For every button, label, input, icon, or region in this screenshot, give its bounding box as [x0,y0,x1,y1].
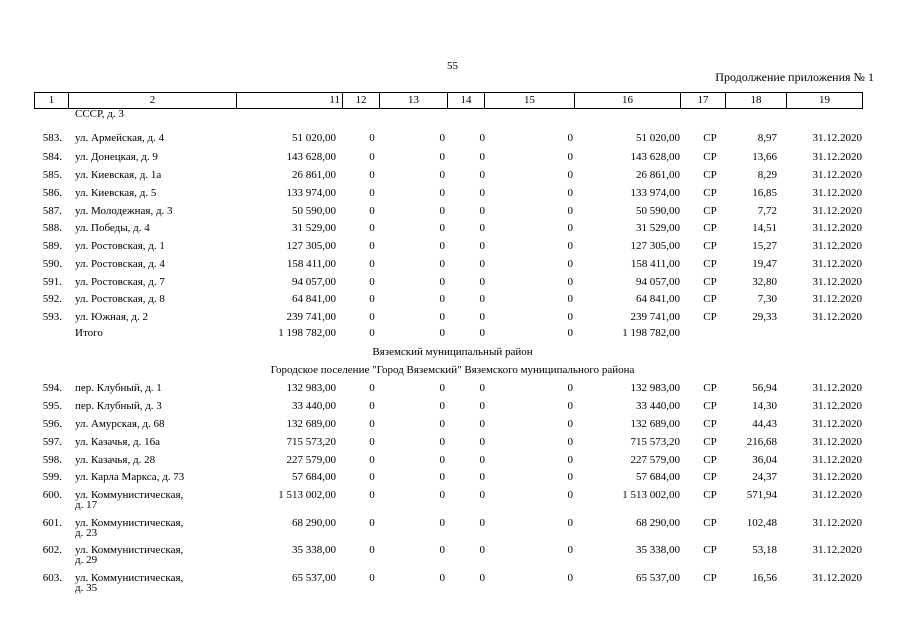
total-c14: 0 [479,327,485,339]
row-c15: 0 [567,258,573,270]
row-c19: 31.12.2020 [812,517,862,529]
row-c17: СР [703,517,717,529]
row-c16: 65 537,00 [636,572,680,584]
row-address: пер. Клубный, д. 3 [75,400,162,412]
row-c15: 0 [567,222,573,234]
row-num: 601. [42,517,62,529]
row-address: пер. Клубный, д. 1 [75,382,162,394]
row-c17: СР [703,311,717,323]
row-c13: 0 [439,187,445,199]
row-num: 597. [42,436,62,448]
row-c17: СР [703,169,717,181]
row-c15: 0 [567,517,573,529]
row-c18: 15,27 [752,240,777,252]
row-c18: 24,37 [752,471,777,483]
row-c17: СР [703,240,717,252]
row-c11: 94 057,00 [292,276,336,288]
row-num: 589. [42,240,62,252]
row-c14: 0 [479,311,485,323]
row-num: 603. [42,572,62,584]
row-address: ул. Коммунистическая, [75,489,184,501]
row-c18: 44,43 [752,418,777,430]
row-c13: 0 [439,544,445,556]
row-c17: СР [703,132,717,144]
row-c13: 0 [439,572,445,584]
row-c15: 0 [567,132,573,144]
row-address: ул. Победы, д. 4 [75,222,150,234]
row-c14: 0 [479,400,485,412]
row-num: 588. [42,222,62,234]
row-c15: 0 [567,240,573,252]
row-address: ул. Казачья, д. 28 [75,454,156,466]
row-c15: 0 [567,544,573,556]
row-c15: 0 [567,169,573,181]
row-c11: 64 841,00 [292,293,336,305]
row-address-line2: д. 29 [75,554,98,566]
row-c19: 31.12.2020 [812,276,862,288]
row-c18: 14,51 [752,222,777,234]
col-number-cell: 11 [237,93,343,109]
row-address: ул. Ростовская, д. 1 [75,240,165,252]
row-address: ул. Ростовская, д. 7 [75,276,165,288]
row-c11: 132 689,00 [286,418,336,430]
settlement-heading: Городское поселение "Город Вяземский" Вяземского муниципального района [270,364,635,376]
row-c19: 31.12.2020 [812,418,862,430]
row-c13: 0 [439,222,445,234]
row-c16: 35 338,00 [636,544,680,556]
row-c13: 0 [439,240,445,252]
row-c17: СР [703,151,717,163]
row-c16: 132 689,00 [630,418,680,430]
row-c11: 1 513 002,00 [278,489,336,501]
row-address: ул. Южная, д. 2 [75,311,148,323]
row-c13: 0 [439,418,445,430]
row-c15: 0 [567,311,573,323]
row-c19: 31.12.2020 [812,436,862,448]
row-c12: 0 [369,222,375,234]
row-address: ул. Карла Маркса, д. 73 [75,471,185,483]
row-c11: 68 290,00 [292,517,336,529]
row-c19: 31.12.2020 [812,471,862,483]
row-c14: 0 [479,489,485,501]
row-c15: 0 [567,276,573,288]
row-c14: 0 [479,418,485,430]
row-address: ул. Армейская, д. 4 [75,132,165,144]
row-c15: 0 [567,400,573,412]
col-number-cell: 13 [380,93,448,109]
row-c12: 0 [369,517,375,529]
row-c19: 31.12.2020 [812,258,862,270]
row-c18: 56,94 [752,382,777,394]
total-label: Итого [75,327,103,339]
row-num: 594. [42,382,62,394]
row-c13: 0 [439,382,445,394]
row-c14: 0 [479,240,485,252]
row-num: 599. [42,471,62,483]
row-num: 592. [42,293,62,305]
row-c12: 0 [369,240,375,252]
row-c12: 0 [369,400,375,412]
row-address: ул. Коммунистическая, [75,517,184,529]
row-address-line2: д. 23 [75,527,98,539]
row-c19: 31.12.2020 [812,454,862,466]
row-c17: СР [703,418,717,430]
col-number-cell: 1 [35,93,69,109]
row-address-line2: д. 17 [75,499,98,511]
row-num: 584. [42,151,62,163]
row-c19: 31.12.2020 [812,572,862,584]
row-c14: 0 [479,132,485,144]
row-address-line2: д. 35 [75,582,98,594]
row-num: 587. [42,205,62,217]
row-c14: 0 [479,205,485,217]
row-c17: СР [703,454,717,466]
row-c15: 0 [567,187,573,199]
row-num: 596. [42,418,62,430]
row-c15: 0 [567,471,573,483]
row-c15: 0 [567,382,573,394]
row-c13: 0 [439,276,445,288]
row-c13: 0 [439,436,445,448]
row-c12: 0 [369,572,375,584]
row-c17: СР [703,436,717,448]
row-c11: 133 974,00 [286,187,336,199]
row-c12: 0 [369,293,375,305]
row-c15: 0 [567,436,573,448]
row-c17: СР [703,293,717,305]
row-c15: 0 [567,454,573,466]
row-c11: 158 411,00 [286,258,336,270]
row-c17: СР [703,276,717,288]
row-c11: 57 684,00 [292,471,336,483]
col-number-cell: 16 [575,93,681,109]
row-c18: 16,85 [752,187,777,199]
row-c16: 133 974,00 [630,187,680,199]
row-c11: 227 579,00 [286,454,336,466]
row-c12: 0 [369,151,375,163]
row-c13: 0 [439,258,445,270]
column-number-header [34,92,863,109]
row-c12: 0 [369,454,375,466]
row-c11: 50 590,00 [292,205,336,217]
row-c19: 31.12.2020 [812,169,862,181]
row-c19: 31.12.2020 [812,132,862,144]
row-c16: 94 057,00 [636,276,680,288]
row-c12: 0 [369,311,375,323]
row-c16: 127 305,00 [630,240,680,252]
row-num: 586. [42,187,62,199]
row-c19: 31.12.2020 [812,187,862,199]
row-c16: 26 861,00 [636,169,680,181]
row-c15: 0 [567,151,573,163]
row-c14: 0 [479,276,485,288]
row-c12: 0 [369,471,375,483]
row-c14: 0 [479,517,485,529]
row-c17: СР [703,187,717,199]
row-c18: 53,18 [752,544,777,556]
row-c11: 35 338,00 [292,544,336,556]
row-num: 590. [42,258,62,270]
row-address: ул. Киевская, д. 5 [75,187,157,199]
row-num: 583. [42,132,62,144]
row-c13: 0 [439,471,445,483]
row-c16: 239 741,00 [630,311,680,323]
row-c13: 0 [439,454,445,466]
row-c13: 0 [439,400,445,412]
row-c18: 102,48 [746,517,777,529]
row-c19: 31.12.2020 [812,240,862,252]
row-c18: 29,33 [752,311,777,323]
total-c11: 1 198 782,00 [278,327,336,339]
row-c16: 51 020,00 [636,132,680,144]
row-c12: 0 [369,205,375,217]
row-num: 585. [42,169,62,181]
row-c19: 31.12.2020 [812,293,862,305]
page-number: 55 [447,60,458,72]
row-c12: 0 [369,436,375,448]
row-c18: 16,56 [752,572,777,584]
row-c19: 31.12.2020 [812,382,862,394]
row-c14: 0 [479,222,485,234]
row-c14: 0 [479,436,485,448]
col-number-cell: 14 [448,93,485,109]
col-number-cell: 17 [681,93,726,109]
row-c18: 19,47 [752,258,777,270]
row-c18: 32,80 [752,276,777,288]
row-c14: 0 [479,169,485,181]
row-c11: 33 440,00 [292,400,336,412]
row-c17: СР [703,544,717,556]
row-c12: 0 [369,276,375,288]
row-c18: 216,68 [746,436,777,448]
row-num: 591. [42,276,62,288]
row-c11: 143 628,00 [286,151,336,163]
row-c17: СР [703,489,717,501]
row-c19: 31.12.2020 [812,311,862,323]
col-number-cell: 18 [726,93,787,109]
row-c12: 0 [369,544,375,556]
row-address: ул. Амурская, д. 68 [75,418,165,430]
row-c14: 0 [479,454,485,466]
row-c16: 715 573,20 [630,436,680,448]
row-num: 602. [42,544,62,556]
row-c14: 0 [479,471,485,483]
row-num: 598. [42,454,62,466]
row-c11: 132 983,00 [286,382,336,394]
total-c15: 0 [567,327,573,339]
row-c12: 0 [369,132,375,144]
row-c18: 8,29 [757,169,777,181]
row-c16: 227 579,00 [630,454,680,466]
row-c12: 0 [369,169,375,181]
row-address: ул. Донецкая, д. 9 [75,151,158,163]
row-num: 593. [42,311,62,323]
row-c16: 31 529,00 [636,222,680,234]
row-c19: 31.12.2020 [812,400,862,412]
row-c17: СР [703,572,717,584]
row-c14: 0 [479,544,485,556]
top-fragment-text: СССР, д. 3 [75,108,124,120]
row-c15: 0 [567,489,573,501]
row-c18: 8,97 [757,132,777,144]
row-c19: 31.12.2020 [812,544,862,556]
col-number-cell: 12 [343,93,380,109]
col-number-cell: 19 [787,93,863,109]
row-num: 600. [42,489,62,501]
row-c19: 31.12.2020 [812,222,862,234]
total-c16: 1 198 782,00 [622,327,680,339]
row-c18: 7,30 [757,293,777,305]
row-c12: 0 [369,258,375,270]
row-c12: 0 [369,187,375,199]
row-c19: 31.12.2020 [812,489,862,501]
row-c19: 31.12.2020 [812,205,862,217]
row-c13: 0 [439,489,445,501]
total-c13: 0 [439,327,445,339]
total-c12: 0 [369,327,375,339]
row-c17: СР [703,222,717,234]
row-address: ул. Молодежная, д. 3 [75,205,173,217]
row-c18: 36,04 [752,454,777,466]
row-c11: 127 305,00 [286,240,336,252]
row-c11: 239 741,00 [286,311,336,323]
row-c16: 50 590,00 [636,205,680,217]
row-c12: 0 [369,382,375,394]
continuation-title: Продолжение приложения № 1 [715,70,874,84]
row-c17: СР [703,258,717,270]
row-c14: 0 [479,151,485,163]
row-c14: 0 [479,258,485,270]
row-c11: 51 020,00 [292,132,336,144]
row-c13: 0 [439,205,445,217]
row-c17: СР [703,382,717,394]
row-c16: 57 684,00 [636,471,680,483]
row-address: ул. Ростовская, д. 4 [75,258,165,270]
row-c16: 143 628,00 [630,151,680,163]
row-c16: 132 983,00 [630,382,680,394]
row-address: ул. Коммунистическая, [75,572,184,584]
row-c15: 0 [567,205,573,217]
row-address: ул. Киевская, д. 1а [75,169,162,181]
col-number-cell: 2 [69,93,237,109]
row-c14: 0 [479,293,485,305]
row-c13: 0 [439,132,445,144]
row-c11: 715 573,20 [286,436,336,448]
row-c13: 0 [439,293,445,305]
row-c16: 158 411,00 [630,258,680,270]
row-c14: 0 [479,572,485,584]
row-c13: 0 [439,517,445,529]
row-c16: 1 513 002,00 [622,489,680,501]
row-c15: 0 [567,572,573,584]
row-c17: СР [703,205,717,217]
row-address: ул. Коммунистическая, [75,544,184,556]
row-address: ул. Ростовская, д. 8 [75,293,165,305]
row-c11: 31 529,00 [292,222,336,234]
row-c18: 13,66 [752,151,777,163]
row-c18: 14,30 [752,400,777,412]
row-c12: 0 [369,489,375,501]
row-c14: 0 [479,187,485,199]
row-address: ул. Казачья, д. 16а [75,436,160,448]
row-c16: 64 841,00 [636,293,680,305]
row-c16: 33 440,00 [636,400,680,412]
row-num: 595. [42,400,62,412]
row-c13: 0 [439,311,445,323]
row-c17: СР [703,400,717,412]
col-number-cell: 15 [485,93,575,109]
row-c15: 0 [567,418,573,430]
row-c17: СР [703,471,717,483]
row-c19: 31.12.2020 [812,151,862,163]
row-c18: 7,72 [757,205,777,217]
row-c11: 65 537,00 [292,572,336,584]
row-c12: 0 [369,418,375,430]
row-c15: 0 [567,293,573,305]
row-c11: 26 861,00 [292,169,336,181]
row-c16: 68 290,00 [636,517,680,529]
row-c18: 571,94 [746,489,777,501]
row-c14: 0 [479,382,485,394]
row-c13: 0 [439,169,445,181]
row-c13: 0 [439,151,445,163]
district-heading: Вяземский муниципальный район [372,346,533,358]
